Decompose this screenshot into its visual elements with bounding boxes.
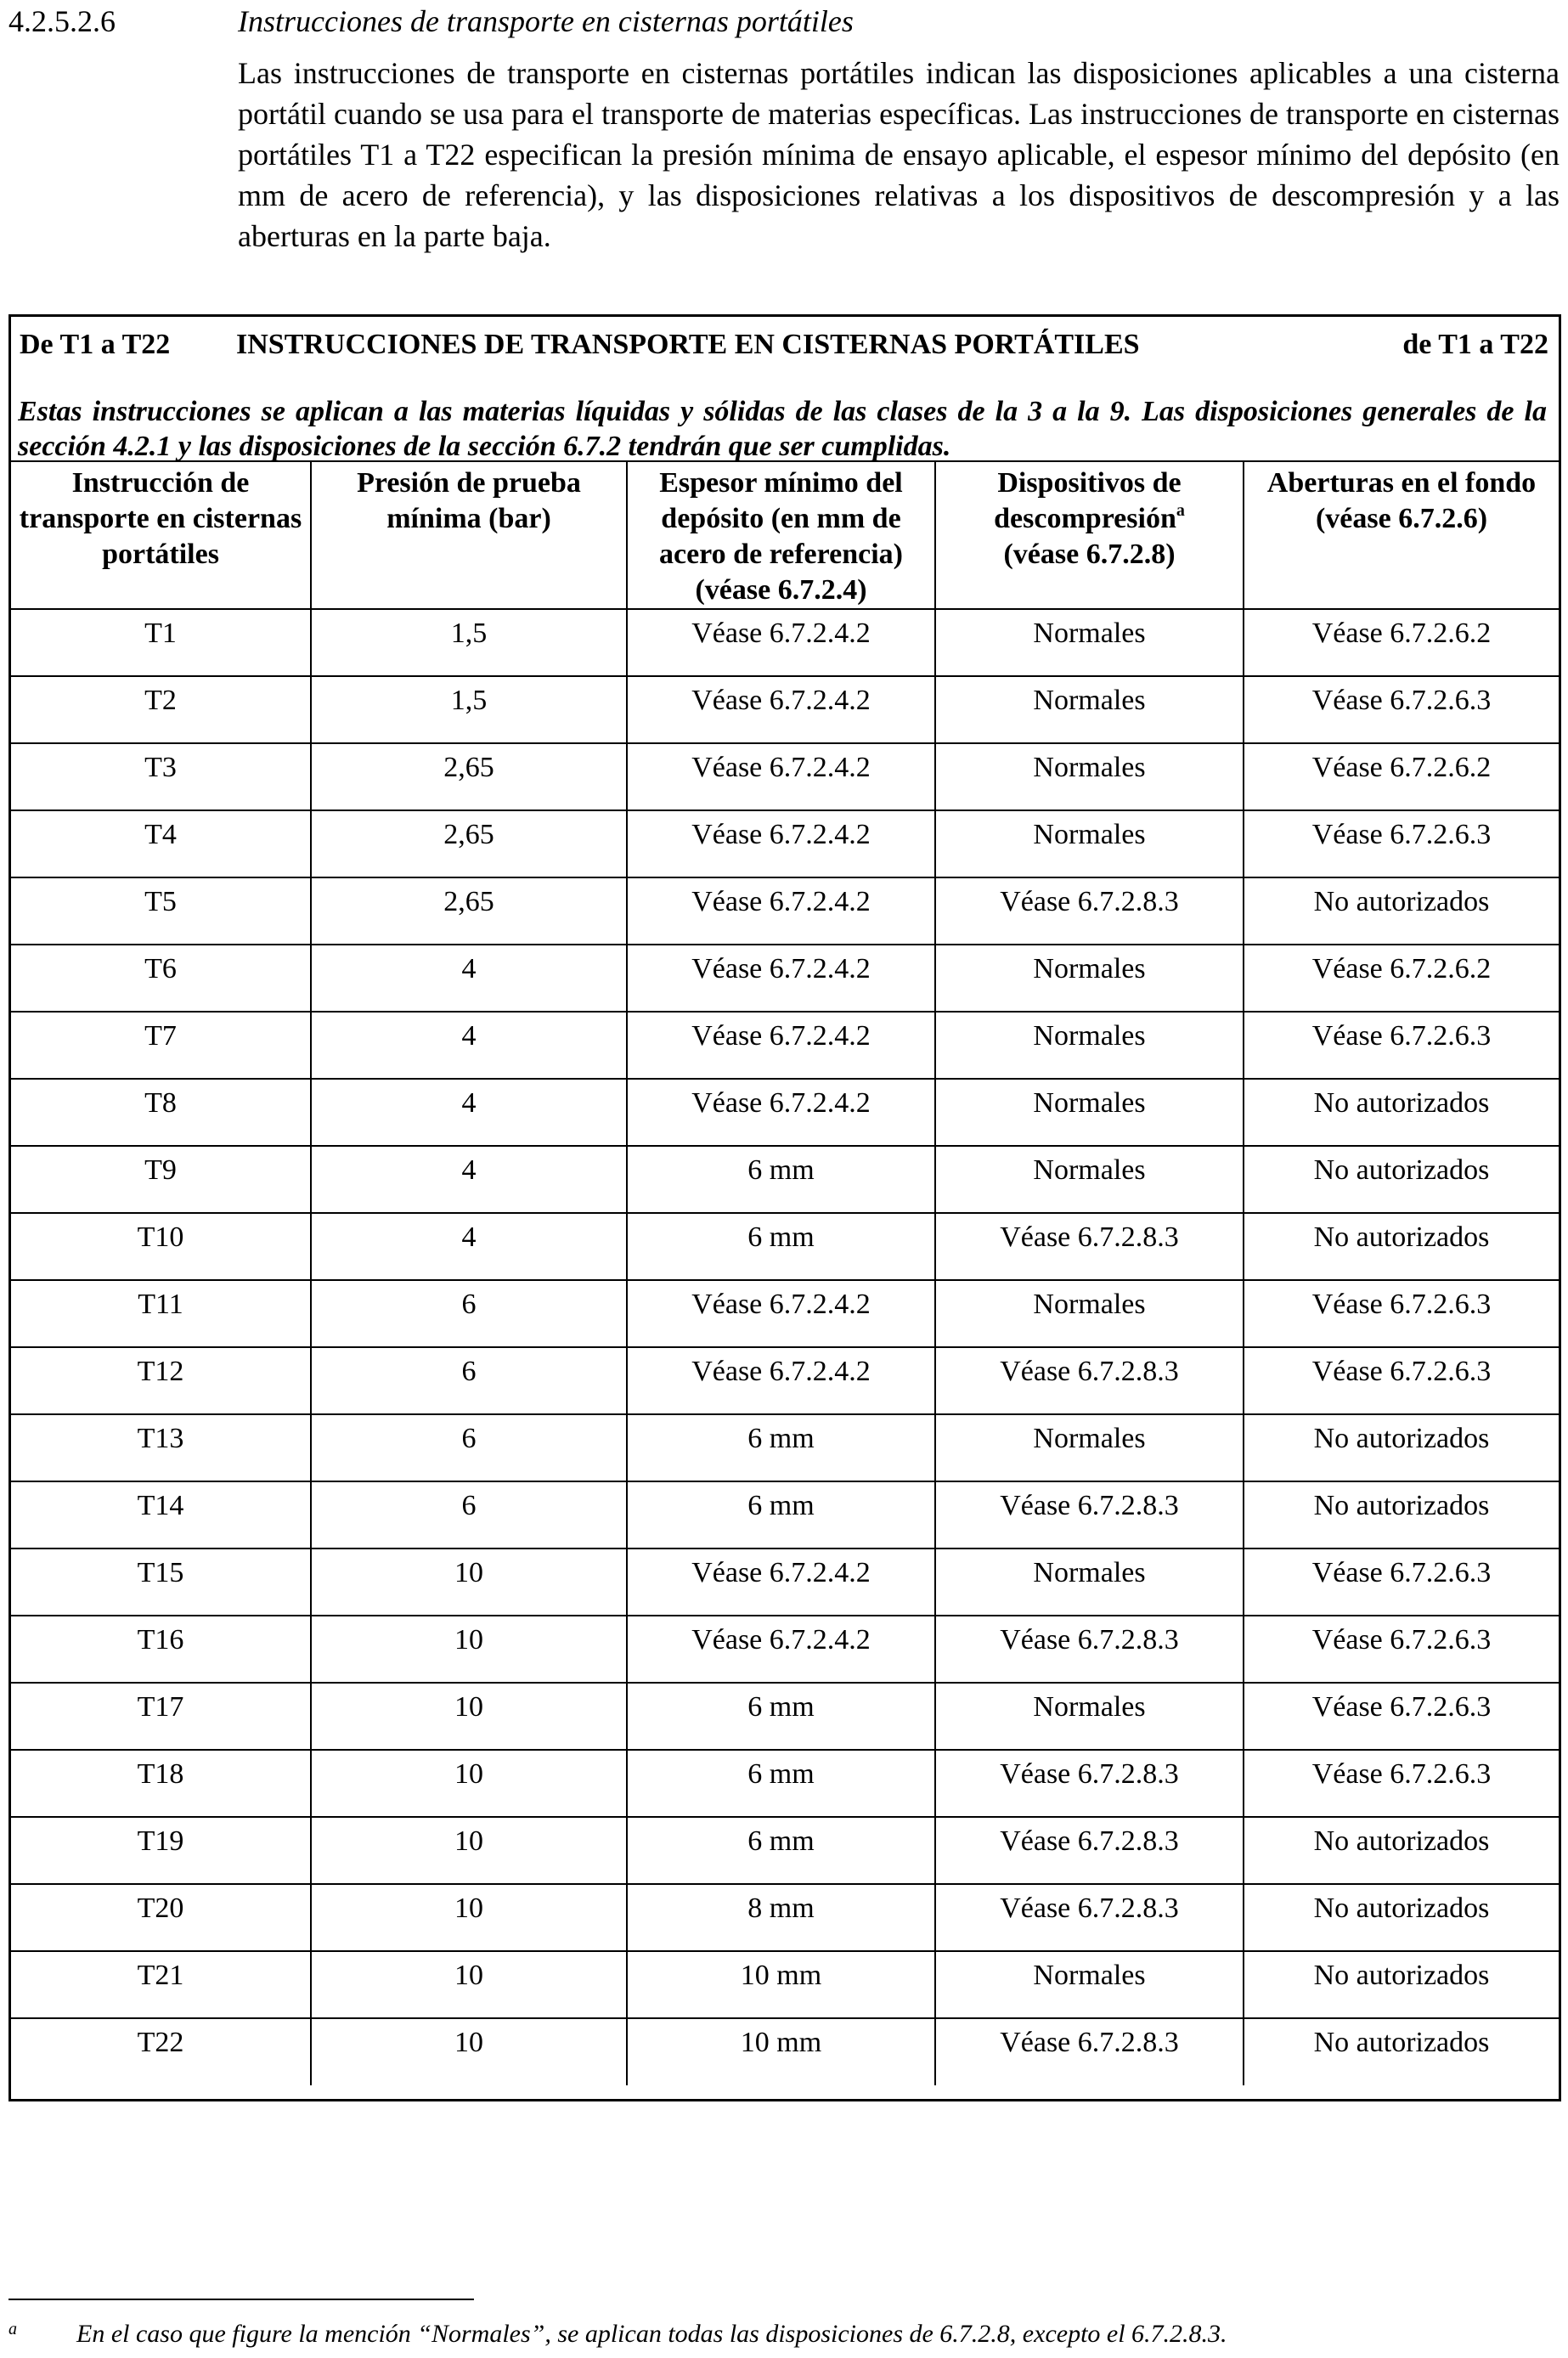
header-relief-footnote-mark: a (1176, 501, 1185, 520)
header-instruction: Instrucción de transporte en cisternas portátiles (11, 461, 311, 609)
table-row (11, 1414, 1559, 1481)
cell-thickness: Véase 6.7.2.4.2 (627, 1280, 935, 1347)
table-row (11, 1951, 1559, 2018)
table-row (11, 1683, 1559, 1750)
cell-pressure: 10 (311, 1750, 627, 1817)
cell-openings: Véase 6.7.2.6.3 (1244, 1683, 1559, 1750)
cell-thickness: Véase 6.7.2.4.2 (627, 810, 935, 877)
cell-instruction: T10 (11, 1213, 311, 1280)
section-number: 4.2.5.2.6 (8, 4, 116, 38)
header-pressure: Presión de prueba mínima (bar) (311, 461, 627, 609)
cell-pressure: 10 (311, 1884, 627, 1951)
cell-pressure: 10 (311, 1616, 627, 1683)
section-paragraph: Las instrucciones de transporte en cisternas portátiles indican las disposiciones aplicables a una cisterna portátil cuando se usa para el transporte de materias específicas. Las instrucciones de transporte en cisternas portátiles T1 a T22 especifican la presión mínima de ensayo aplicable, el espesor mínimo del depósito (en mm de acero de referencia), y las disposiciones relativas a los dispositivos de descompresión y a las aberturas en la parte baja. (238, 56, 1560, 253)
cell-instruction: T22 (11, 2018, 311, 2085)
cell-thickness: Véase 6.7.2.4.2 (627, 1548, 935, 1616)
cell-thickness: 10 mm (627, 2018, 935, 2085)
table-row (11, 1146, 1559, 1213)
cell-openings: Véase 6.7.2.6.3 (1244, 1548, 1559, 1616)
cell-instruction: T19 (11, 1817, 311, 1884)
table-header-row (11, 461, 1559, 609)
cell-relief-devices: Véase 6.7.2.8.3 (935, 1616, 1244, 1683)
cell-relief-devices: Normales (935, 1414, 1244, 1481)
cell-thickness: Véase 6.7.2.4.2 (627, 609, 935, 676)
cell-thickness: 6 mm (627, 1213, 935, 1280)
cell-relief-devices: Normales (935, 743, 1244, 810)
applicability-note: Estas instrucciones se aplican a las materias líquidas y sólidas de las clases de la 3 a la 9. Las disposiciones generales de la sección 4.2.1 y las disposiciones de la sección 6.7.2 tendrán que ser cumplidas. (18, 396, 1547, 460)
cell-openings: No autorizados (1244, 2018, 1559, 2085)
frame-header-title: INSTRUCCIONES DE TRANSPORTE EN CISTERNAS PORTÁTILES (236, 329, 1140, 360)
cell-openings: No autorizados (1244, 1481, 1559, 1548)
cell-openings: No autorizados (1244, 1213, 1559, 1280)
cell-openings: No autorizados (1244, 1884, 1559, 1951)
cell-thickness: Véase 6.7.2.4.2 (627, 1616, 935, 1683)
cell-openings: No autorizados (1244, 1414, 1559, 1481)
header-thickness: Espesor mínimo del depósito (en mm de acero de referencia) (véase 6.7.2.4) (627, 461, 935, 609)
cell-instruction: T4 (11, 810, 311, 877)
cell-pressure: 6 (311, 1347, 627, 1414)
cell-pressure: 6 (311, 1280, 627, 1347)
cell-openings: Véase 6.7.2.6.3 (1244, 1616, 1559, 1683)
cell-instruction: T5 (11, 877, 311, 945)
cell-pressure: 10 (311, 2018, 627, 2085)
cell-relief-devices: Véase 6.7.2.8.3 (935, 2018, 1244, 2085)
cell-thickness: Véase 6.7.2.4.2 (627, 1012, 935, 1079)
cell-pressure: 4 (311, 1146, 627, 1213)
cell-pressure: 4 (311, 1079, 627, 1146)
cell-relief-devices: Normales (935, 1280, 1244, 1347)
table-row (11, 810, 1559, 877)
table-row (11, 1817, 1559, 1884)
header-openings: Aberturas en el fondo (véase 6.7.2.6) (1244, 461, 1559, 609)
cell-openings: Véase 6.7.2.6.3 (1244, 1347, 1559, 1414)
table-row (11, 1079, 1559, 1146)
cell-instruction: T16 (11, 1616, 311, 1683)
cell-thickness: 6 mm (627, 1750, 935, 1817)
table-row (11, 1347, 1559, 1414)
cell-instruction: T13 (11, 1414, 311, 1481)
cell-instruction: T7 (11, 1012, 311, 1079)
cell-thickness: Véase 6.7.2.4.2 (627, 1347, 935, 1414)
frame-header-left: De T1 a T22 (20, 329, 171, 360)
table-row (11, 1012, 1559, 1079)
cell-pressure: 1,5 (311, 609, 627, 676)
cell-thickness: 6 mm (627, 1414, 935, 1481)
cell-pressure: 2,65 (311, 810, 627, 877)
cell-pressure: 10 (311, 1683, 627, 1750)
cell-thickness: Véase 6.7.2.4.2 (627, 877, 935, 945)
instructions-frame (8, 314, 1561, 2101)
cell-pressure: 10 (311, 1951, 627, 2018)
table-row (11, 743, 1559, 810)
cell-pressure: 4 (311, 945, 627, 1012)
cell-pressure: 6 (311, 1481, 627, 1548)
cell-relief-devices: Véase 6.7.2.8.3 (935, 1750, 1244, 1817)
cell-relief-devices: Normales (935, 1079, 1244, 1146)
cell-instruction: T12 (11, 1347, 311, 1414)
cell-thickness: Véase 6.7.2.4.2 (627, 945, 935, 1012)
cell-pressure: 10 (311, 1817, 627, 1884)
cell-instruction: T17 (11, 1683, 311, 1750)
cell-thickness: Véase 6.7.2.4.2 (627, 743, 935, 810)
cell-relief-devices: Véase 6.7.2.8.3 (935, 877, 1244, 945)
instructions-table (11, 460, 1559, 2085)
cell-relief-devices: Véase 6.7.2.8.3 (935, 1347, 1244, 1414)
cell-instruction: T6 (11, 945, 311, 1012)
cell-relief-devices: Normales (935, 609, 1244, 676)
cell-pressure: 2,65 (311, 743, 627, 810)
cell-openings: No autorizados (1244, 1817, 1559, 1884)
cell-relief-devices: Normales (935, 1012, 1244, 1079)
cell-thickness: Véase 6.7.2.4.2 (627, 676, 935, 743)
section-title: Instrucciones de transporte en cisternas portátiles (238, 4, 854, 38)
cell-openings: Véase 6.7.2.6.2 (1244, 743, 1559, 810)
cell-openings: Véase 6.7.2.6.3 (1244, 1750, 1559, 1817)
table-row (11, 1750, 1559, 1817)
cell-thickness: 8 mm (627, 1884, 935, 1951)
cell-openings: Véase 6.7.2.6.3 (1244, 1280, 1559, 1347)
cell-relief-devices: Normales (935, 1548, 1244, 1616)
frame-header-right: de T1 a T22 (1402, 329, 1548, 360)
cell-relief-devices: Véase 6.7.2.8.3 (935, 1884, 1244, 1951)
cell-relief-devices: Véase 6.7.2.8.3 (935, 1213, 1244, 1280)
cell-relief-devices: Normales (935, 1951, 1244, 2018)
table-row (11, 1884, 1559, 1951)
cell-thickness: 6 mm (627, 1683, 935, 1750)
table-row (11, 676, 1559, 743)
cell-pressure: 10 (311, 1548, 627, 1616)
cell-relief-devices: Véase 6.7.2.8.3 (935, 1817, 1244, 1884)
cell-pressure: 4 (311, 1012, 627, 1079)
cell-pressure: 6 (311, 1414, 627, 1481)
cell-thickness: 6 mm (627, 1817, 935, 1884)
cell-relief-devices: Normales (935, 945, 1244, 1012)
cell-thickness: Véase 6.7.2.4.2 (627, 1079, 935, 1146)
table-row (11, 609, 1559, 676)
cell-instruction: T9 (11, 1146, 311, 1213)
header-relief-ref: (véase 6.7.2.8) (1003, 539, 1176, 570)
frame-header (11, 317, 1559, 372)
cell-relief-devices: Normales (935, 676, 1244, 743)
cell-instruction: T21 (11, 1951, 311, 2018)
table-row (11, 1213, 1559, 1280)
table-body (11, 609, 1559, 2085)
cell-instruction: T14 (11, 1481, 311, 1548)
cell-relief-devices: Normales (935, 810, 1244, 877)
table-row (11, 945, 1559, 1012)
cell-pressure: 4 (311, 1213, 627, 1280)
footnote-text: En el caso que figure la mención “Normales”, se aplican todas las disposiciones de 6.7.2.8, excepto el 6.7.2.8.3. (76, 2320, 1227, 2348)
cell-thickness: 6 mm (627, 1481, 935, 1548)
cell-openings: Véase 6.7.2.6.3 (1244, 676, 1559, 743)
cell-thickness: 10 mm (627, 1951, 935, 2018)
header-relief-devices (935, 461, 1244, 609)
footnote-mark: a (8, 2320, 17, 2338)
cell-pressure: 2,65 (311, 877, 627, 945)
table-row (11, 2018, 1559, 2085)
cell-instruction: T18 (11, 1750, 311, 1817)
cell-openings: No autorizados (1244, 1079, 1559, 1146)
cell-thickness: 6 mm (627, 1146, 935, 1213)
cell-instruction: T11 (11, 1280, 311, 1347)
cell-openings: Véase 6.7.2.6.2 (1244, 609, 1559, 676)
cell-openings: Véase 6.7.2.6.3 (1244, 1012, 1559, 1079)
table-row (11, 1616, 1559, 1683)
cell-openings: No autorizados (1244, 877, 1559, 945)
table-row (11, 1481, 1559, 1548)
cell-openings: Véase 6.7.2.6.2 (1244, 945, 1559, 1012)
cell-instruction: T3 (11, 743, 311, 810)
cell-relief-devices: Normales (935, 1146, 1244, 1213)
header-relief-main: Dispositivos de descompresión (994, 467, 1182, 534)
cell-openings: No autorizados (1244, 1146, 1559, 1213)
cell-instruction: T15 (11, 1548, 311, 1616)
section-heading (8, 2, 1560, 41)
cell-openings: No autorizados (1244, 1951, 1559, 2018)
cell-openings: Véase 6.7.2.6.3 (1244, 810, 1559, 877)
cell-instruction: T2 (11, 676, 311, 743)
cell-instruction: T8 (11, 1079, 311, 1146)
cell-instruction: T1 (11, 609, 311, 676)
table-row (11, 1280, 1559, 1347)
table-row (11, 877, 1559, 945)
cell-relief-devices: Normales (935, 1683, 1244, 1750)
cell-instruction: T20 (11, 1884, 311, 1951)
cell-relief-devices: Véase 6.7.2.8.3 (935, 1481, 1244, 1548)
table-row (11, 1548, 1559, 1616)
cell-pressure: 1,5 (311, 676, 627, 743)
footnote-rule (8, 2299, 474, 2300)
